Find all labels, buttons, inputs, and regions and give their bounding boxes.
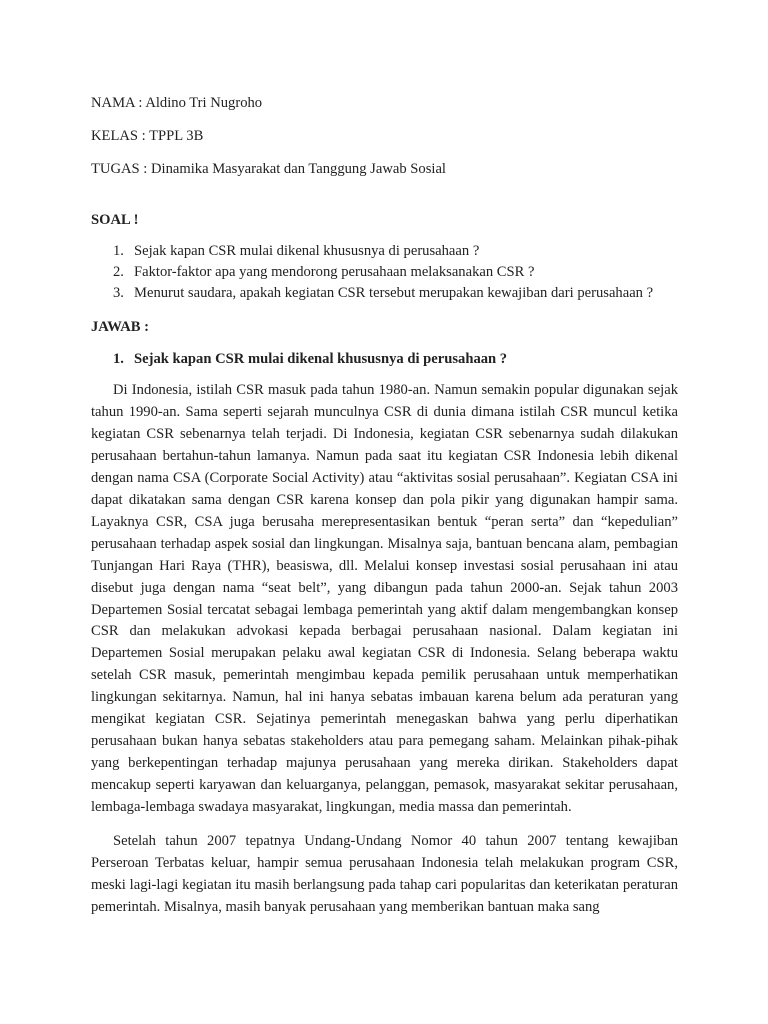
document-page <box>91 92 678 931</box>
question-item-1 <box>91 241 678 262</box>
question-text: Sejak kapan CSR mulai dikenal khususnya di perusahaan ? <box>134 243 480 259</box>
question-number: 3. <box>113 285 124 301</box>
answer-heading <box>91 348 678 370</box>
jawab-title: JAWAB : <box>91 319 149 335</box>
soal-title: SOAL ! <box>91 212 139 228</box>
answer-paragraph-2: Setelah tahun 2007 tepatnya Undang-Undang Nomor 40 tahun 2007 tentang kewajiban Perseroan Terbatas keluar, hampir semua perusahaan Indonesia telah melakukan program CSR, meski lagi-lagi kegiatan itu masih berlangsung pada tahap cari popularitas dan keterikatan peraturan pemerintah. Misalnya, masih banyak perusahaan yang memberikan bantuan maka sang <box>91 833 678 915</box>
nama-line: NAMA : Aldino Tri Nugroho <box>91 95 263 111</box>
question-number: 2. <box>113 264 124 280</box>
question-number: 1. <box>113 243 124 259</box>
question-list <box>91 241 678 304</box>
kelas-line: KELAS : TPPL 3B <box>91 128 204 144</box>
question-text: Faktor-faktor apa yang mendorong perusahaan melaksanakan CSR ? <box>134 264 535 280</box>
answer-heading-number: 1. <box>113 351 124 367</box>
answer-paragraph-1: Di Indonesia, istilah CSR masuk pada tahun 1980-an. Namun semakin popular digunakan sejak tahun 1990-an. Sama seperti sejarah munculnya CSR di dunia dimana istilah CSR muncul ketika kegiatan CSR sebenarnya telah terjadi. Di Indonesia, kegiatan CSR sebenarnya sudah dilakukan perusahaan bertahun-tahun lamanya. Namun pada saat itu kegiatan CSR Indonesia lebih dikenal dengan nama CSA (Corporate Social Activity) atau “aktivitas sosial perusahaan”. Kegiatan CSA ini dapat dikatakan sama dengan CSR karena konsep dan pola pikir yang digunakan hampir sama. Layaknya CSR, CSA juga berusaha merepresentasikan bentuk “peran serta” dan “kepedulian” perusahaan terhadap aspek sosial dan lingkungan. Misalnya saja, bantuan bencana alam, pembagian Tunjangan Hari Raya (THR), beasiswa, dll. Melalui konsep investasi sosial perusahaan ini atau disebut juga dengan nama “seat belt”, yang dibangun pada tahun 2000-an. Sejak tahun 2003 Departemen Sosial tercatat sebagai lembaga pemerintah yang aktif dalam mengembangkan konsep CSR dan melakukan advokasi kepada berbagai perusahaan nasional. Dalam kegiatan ini Departemen Sosial merupakan pelaku awal kegiatan CSR di Indonesia. Selang beberapa waktu setelah CSR masuk, pemerintah mengimbau kepada pemilik perusahaan untuk memperhatikan lingkungan sekitarnya. Namun, hal ini hanya sebatas imbauan karena belum ada peraturan yang mengikat kegiatan CSR. Sejatinya pemerintah menegaskan bahwa yang perlu diperhatikan perusahaan bukan hanya sebatas stakeholders atau para pemegang saham. Melainkan pihak-pihak yang berkepentingan terhadap majunya perusahaan yang mereka dirikan. Stakeholders dapat mencakup seperti karyawan dan keluarganya, pelanggan, pemasok, masyarakat sekitar perusahaan, lembaga-lembaga swadaya masyarakat, lingkungan, media massa dan pemerintah. <box>91 382 678 816</box>
question-item-3 <box>91 283 678 304</box>
tugas-line: TUGAS : Dinamika Masyarakat dan Tanggung Jawab Sosial <box>91 161 446 177</box>
answer-heading-text: Sejak kapan CSR mulai dikenal khususnya di perusahaan ? <box>134 351 508 367</box>
question-item-2 <box>91 262 678 283</box>
question-text: Menurut saudara, apakah kegiatan CSR tersebut merupakan kewajiban dari perusahaan ? <box>134 285 654 301</box>
